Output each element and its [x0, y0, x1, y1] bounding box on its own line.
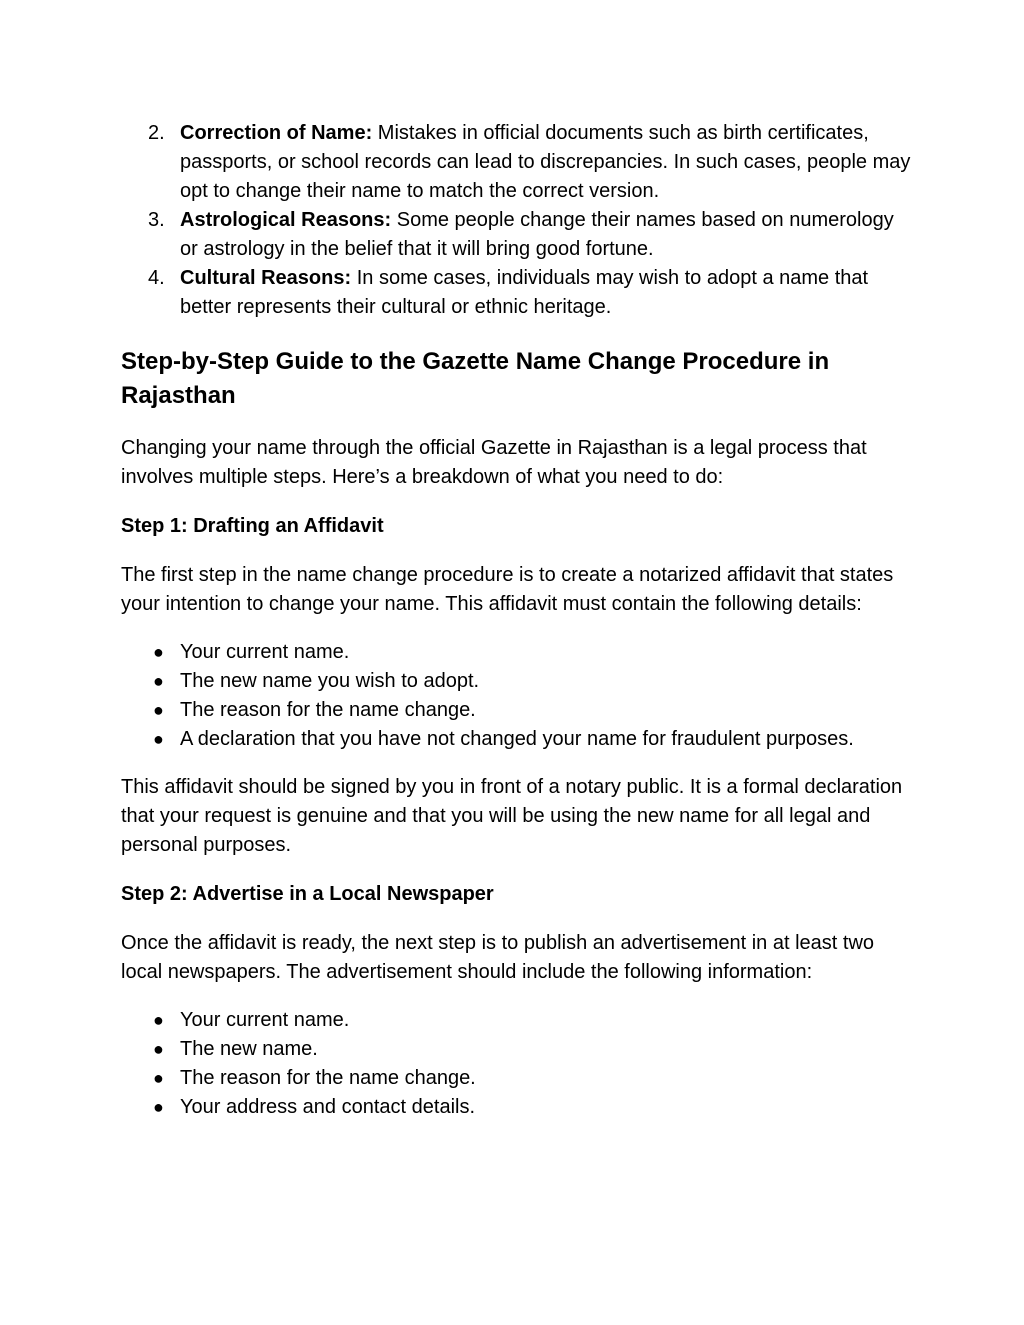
step-1-heading: Step 1: Drafting an Affidavit — [121, 515, 384, 537]
bullet-icon: ● — [153, 642, 164, 662]
reason-number: 4. — [148, 267, 165, 289]
reason-title: Correction of Name: — [180, 122, 373, 144]
step-2-heading: Step 2: Advertise in a Local Newspaper — [121, 883, 494, 905]
bullet-icon: ● — [153, 1068, 164, 1088]
bullet-icon: ● — [153, 1097, 164, 1117]
step-2-intro-paragraph: Once the affidavit is ready, the next step is to publish an advertisement in at least two local newspapers. The advertisement should include the following information: — [121, 932, 875, 983]
list-item — [121, 667, 914, 696]
list-item — [121, 696, 914, 725]
bullet-icon: ● — [153, 671, 164, 691]
list-item — [121, 1093, 914, 1122]
reason-item — [121, 119, 914, 206]
reason-item — [121, 264, 914, 322]
affidavit-details-list — [121, 638, 914, 754]
reason-text: In some cases, individuals may wish to adopt a name that better represents their cultural or ethnic heritage. — [180, 267, 869, 318]
bullet-icon: ● — [153, 1010, 164, 1030]
list-item — [121, 638, 914, 667]
reason-number: 3. — [148, 209, 165, 231]
step-1-closing-paragraph: This affidavit should be signed by you in front of a notary public. It is a formal declaration that your request is genuine and that you will be using the new name for all legal and personal purposes. — [121, 776, 903, 856]
bullet-icon: ● — [153, 729, 164, 749]
bullet-icon: ● — [153, 1039, 164, 1059]
reason-title: Astrological Reasons: — [180, 209, 392, 231]
reason-number: 2. — [148, 122, 165, 144]
guide-intro-paragraph: Changing your name through the official Gazette in Rajasthan is a legal process that involves multiple steps. Here’s a breakdown of what you need to do: — [121, 437, 867, 488]
list-item — [121, 1035, 914, 1064]
bullet-icon: ● — [153, 700, 164, 720]
list-item — [121, 1064, 914, 1093]
list-item — [121, 1006, 914, 1035]
list-item-text: Your current name. — [180, 641, 350, 663]
step-1-intro-paragraph: The first step in the name change procedure is to create a notarized affidavit that states your intention to change your name. This affidavit must contain the following details: — [121, 564, 894, 615]
reason-item — [121, 206, 914, 264]
reason-title: Cultural Reasons: — [180, 267, 352, 289]
reason-text: Some people change their names based on numerology or astrology in the belief that it will bring good fortune. — [180, 209, 894, 260]
list-item-text: The new name you wish to adopt. — [180, 670, 480, 692]
list-item-text: The reason for the name change. — [180, 699, 476, 721]
list-item — [121, 725, 914, 754]
list-item-text: Your address and contact details. — [180, 1096, 476, 1118]
guide-heading: Step-by-Step Guide to the Gazette Name Change Procedure in Rajasthan — [121, 348, 830, 409]
list-item-text: A declaration that you have not changed your name for fraudulent purposes. — [180, 728, 854, 750]
list-item-text: Your current name. — [180, 1009, 350, 1031]
list-item-text: The new name. — [180, 1038, 318, 1060]
advertisement-details-list — [121, 1006, 914, 1122]
list-item-text: The reason for the name change. — [180, 1067, 476, 1089]
reasons-list — [121, 119, 914, 322]
reason-text: Mistakes in official documents such as birth certificates, passports, or school records can lead to discrepancies. In such cases, people may opt to change their name to match the correct version. — [180, 122, 911, 202]
